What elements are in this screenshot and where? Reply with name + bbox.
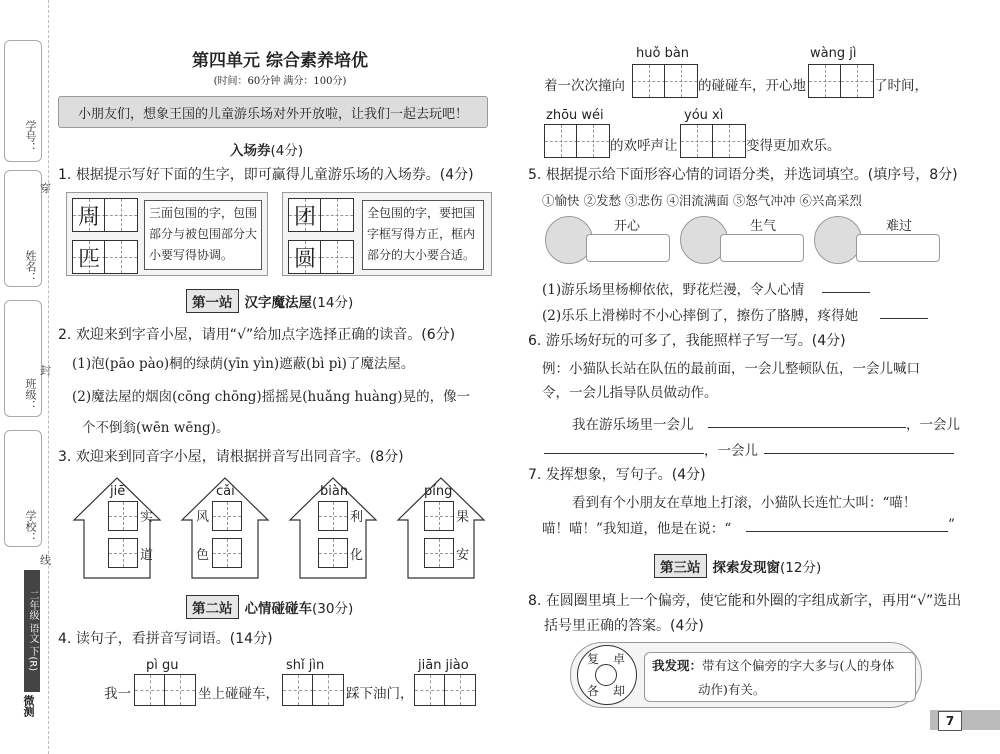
ring-char: 却 bbox=[613, 684, 626, 698]
answer-line[interactable] bbox=[746, 531, 948, 532]
pinyin-hint: yóu xì bbox=[684, 108, 724, 123]
page-title: 第四单元 综合素养培优 bbox=[192, 51, 368, 71]
station-3-heading bbox=[654, 554, 821, 578]
question-1 bbox=[58, 164, 474, 184]
pinyin-hint: huǒ bàn bbox=[636, 46, 690, 61]
q3-text: 欢迎来到同音字小屋，请根据拼音写出同音字。(8分) bbox=[75, 449, 404, 465]
model-char: 匹 bbox=[77, 246, 100, 272]
station-name: 汉字魔法屋 bbox=[244, 295, 312, 311]
q3-number: 3. bbox=[58, 449, 72, 465]
house-pinyin: biàn bbox=[320, 484, 349, 499]
q5-sentence-2: (2)乐乐上滑梯时不小心摔倒了，擦伤了胳膊，疼得她 bbox=[542, 308, 859, 324]
q2-text: 欢迎来到字音小屋，请用“√”给加点字选择正确的读音。(6分) bbox=[75, 327, 456, 343]
station-tag: 第一站 bbox=[186, 289, 239, 313]
answer-box[interactable] bbox=[212, 501, 242, 531]
q5-options: ①愉快 ②发愁 ③悲伤 ④泪流满面 ⑤怒气冲冲 ⑥兴高采烈 bbox=[542, 193, 862, 208]
q8-text-1: 在圆圈里填上一个偏旁，使它能和外圈的字组成新字，再用“√”选出 bbox=[545, 593, 962, 609]
q2-line-3: 个不倒翁(wēn wēng)。 bbox=[82, 420, 230, 436]
q2-line-2: (2)魔法屋的烟囱(cōng chōng)摇摇晃(huǎng huàng)晃的，像一 bbox=[72, 389, 471, 405]
answer-line[interactable] bbox=[544, 453, 704, 454]
write-box[interactable] bbox=[104, 198, 138, 232]
q6-number: 6. bbox=[528, 333, 542, 349]
house-char: 风 bbox=[196, 510, 210, 525]
answer-line[interactable] bbox=[822, 292, 870, 293]
q4-text-part: 着一次次撞向 bbox=[544, 78, 625, 94]
page-number: 7 bbox=[938, 711, 962, 731]
discovery-label: 我发现： bbox=[652, 658, 703, 673]
answer-box[interactable] bbox=[544, 124, 578, 158]
q4-text-part: 的欢呼声让 bbox=[610, 138, 678, 154]
question-4 bbox=[58, 628, 273, 648]
ring-char: 卓 bbox=[613, 652, 626, 666]
answer-box[interactable] bbox=[282, 674, 314, 706]
cut-mark-2: 封 bbox=[40, 364, 51, 377]
q4-number: 4. bbox=[58, 631, 72, 647]
q6-text: 游乐场好玩的可多了，我能照样子写一写。(4分) bbox=[545, 333, 846, 349]
question-6 bbox=[528, 330, 846, 350]
station-name: 心情碰碰车 bbox=[244, 601, 312, 617]
exam-info: (时间：60分钟 满分：100分) bbox=[213, 76, 347, 87]
char-box bbox=[72, 198, 106, 232]
q2-line-1: (1)泡(pāo pào)桐的绿荫(yīn yìn)遮蔽(bì pì)了魔法屋。 bbox=[72, 356, 415, 372]
pinyin-hint: jiān jiào bbox=[418, 658, 469, 673]
q7-line-3: ” bbox=[948, 517, 955, 533]
intro-text: 小朋友们，想象王国的儿童游乐场对外开放啦，让我们一起去玩吧！ bbox=[77, 106, 468, 122]
house-char: 果 bbox=[456, 510, 470, 525]
answer-box[interactable] bbox=[134, 674, 166, 706]
answer-line[interactable] bbox=[764, 453, 954, 454]
cut-mark-3: 线 bbox=[40, 554, 51, 567]
answer-box[interactable] bbox=[680, 124, 714, 158]
cut-mark-1: 穿 bbox=[40, 182, 51, 195]
mood-answer-box[interactable] bbox=[586, 234, 670, 262]
q6-line-1: 我在游乐场里一会儿 bbox=[572, 417, 694, 433]
q8-text-2: 括号里正确的答案。(4分) bbox=[544, 618, 704, 634]
station-score: (14分) bbox=[312, 295, 354, 311]
ring-char: 各 bbox=[587, 684, 600, 698]
house-char: 色 bbox=[196, 548, 210, 563]
model-char: 团 bbox=[293, 204, 316, 230]
sad-girl-icon bbox=[814, 216, 862, 264]
intro-banner bbox=[58, 96, 488, 128]
q4-text-part: 我一 bbox=[104, 686, 131, 702]
answer-line[interactable] bbox=[880, 318, 928, 319]
ticket-heading bbox=[230, 139, 303, 159]
answer-box[interactable] bbox=[632, 64, 666, 98]
grade-badge: 二年级 语文 下(R) bbox=[24, 570, 40, 692]
house-pinyin: jiē bbox=[110, 484, 126, 499]
school-label: 学校： bbox=[24, 510, 37, 543]
write-box[interactable] bbox=[320, 240, 354, 274]
mood-answer-box[interactable] bbox=[856, 234, 940, 262]
question-2 bbox=[58, 324, 455, 344]
house-char: 安 bbox=[456, 548, 470, 563]
answer-box[interactable] bbox=[664, 64, 698, 98]
house-char: 化 bbox=[350, 548, 364, 563]
q4-text-part: 了时间， bbox=[874, 78, 928, 94]
student-id-label: 学号： bbox=[24, 120, 37, 153]
answer-box[interactable] bbox=[312, 674, 344, 706]
answer-box[interactable] bbox=[424, 538, 454, 568]
ticket-score: (4分) bbox=[270, 143, 304, 159]
q2-number: 2. bbox=[58, 327, 72, 343]
discovery-line-2: 动作)有关。 bbox=[698, 682, 766, 697]
ticket-title: 入场券 bbox=[230, 143, 271, 159]
pinyin-hint: pì gu bbox=[146, 658, 179, 673]
house-char: 道 bbox=[140, 548, 154, 563]
answer-box[interactable] bbox=[424, 501, 454, 531]
mood-label: 开心 bbox=[614, 219, 641, 234]
q1-number: 1. bbox=[58, 167, 72, 183]
answer-line[interactable] bbox=[708, 427, 906, 428]
q6-example-2: 令，一会儿指导队员做动作。 bbox=[542, 385, 718, 401]
house-pinyin: píng bbox=[424, 484, 453, 499]
answer-box[interactable] bbox=[108, 538, 138, 568]
q8-number: 8. bbox=[528, 593, 542, 609]
answer-box[interactable] bbox=[712, 124, 746, 158]
answer-box[interactable] bbox=[840, 64, 874, 98]
write-box[interactable] bbox=[320, 198, 354, 232]
station-score: (12分) bbox=[780, 560, 822, 576]
q4-text: 读句子，看拼音写词语。(14分) bbox=[75, 631, 273, 647]
answer-box[interactable] bbox=[164, 674, 196, 706]
discovery-line-1 bbox=[652, 656, 894, 674]
q7-text: 发挥想象，写句子。(4分) bbox=[545, 467, 706, 483]
answer-box[interactable] bbox=[318, 501, 348, 531]
station-1-heading bbox=[186, 289, 353, 313]
q1-text: 根据提示写好下面的生字，即可赢得儿童游乐场的入场券。(4分) bbox=[75, 167, 474, 183]
station-2-heading bbox=[186, 595, 353, 619]
house-char: 利 bbox=[350, 510, 364, 525]
mood-label: 难过 bbox=[886, 219, 913, 234]
question-5 bbox=[528, 164, 958, 184]
pinyin-hint: zhōu wéi bbox=[546, 108, 604, 123]
ring-char: 复 bbox=[587, 652, 600, 666]
margin-line bbox=[48, 0, 49, 754]
model-char: 周 bbox=[77, 204, 100, 230]
writing-tip-b: 全包围的字，要把国字框写得方正，框内部分的大小要合适。 bbox=[362, 200, 484, 270]
q5-number: 5. bbox=[528, 167, 542, 183]
char-box bbox=[72, 240, 106, 274]
answer-box[interactable] bbox=[444, 674, 476, 706]
question-8 bbox=[528, 590, 961, 610]
q7-number: 7. bbox=[528, 467, 542, 483]
char-box bbox=[288, 240, 322, 274]
char-box bbox=[288, 198, 322, 232]
discovery-text-1: 带有这个偏旁的字大多与(人的身体 bbox=[702, 658, 895, 673]
q5-sentence-1: (1)游乐场里杨柳依依，野花烂漫，令人心情 bbox=[542, 282, 805, 298]
question-7 bbox=[528, 464, 706, 484]
q5-text: 根据提示给下面形容心情的词语分类，并选词填空。(填序号，8分) bbox=[545, 167, 958, 183]
q4-text-part: 坐上碰碰车， bbox=[198, 686, 279, 702]
house-char: 实 bbox=[140, 510, 154, 525]
q6-line-3: ，一会儿 bbox=[704, 443, 758, 459]
answer-box[interactable] bbox=[576, 124, 610, 158]
answer-box[interactable] bbox=[808, 64, 842, 98]
q6-line-2: ，一会儿 bbox=[906, 417, 960, 433]
house-pinyin: cǎi bbox=[216, 484, 235, 499]
question-3 bbox=[58, 446, 404, 466]
write-box[interactable] bbox=[104, 240, 138, 274]
name-label: 姓名： bbox=[24, 250, 37, 283]
mood-label: 生气 bbox=[750, 219, 777, 234]
writing-tip-a: 三面包围的字，包围部分与被包围部分大小要写得协调。 bbox=[144, 200, 262, 270]
station-tag: 第二站 bbox=[186, 595, 239, 619]
q4-text-part: 的碰碰车，开心地 bbox=[698, 78, 806, 94]
q7-line-1: 看到有个小朋友在草地上打滚，小猫队长连忙大叫：“喵！ bbox=[572, 495, 917, 511]
station-score: (30分) bbox=[312, 601, 354, 617]
q4-text-part: 踩下油门， bbox=[346, 686, 414, 702]
class-label: 班级： bbox=[24, 378, 37, 411]
answer-box[interactable] bbox=[414, 674, 446, 706]
mood-answer-box[interactable] bbox=[720, 234, 804, 262]
q7-line-2: 喵！喵！”我知道，他是在说：“ bbox=[542, 521, 732, 537]
brand-logo: 微测 bbox=[22, 695, 35, 717]
q6-example-1: 例：小猫队长站在队伍的最前面，一会儿整顿队伍，一会儿喊口 bbox=[542, 361, 920, 377]
q4-text-part: 变得更加欢乐。 bbox=[746, 138, 841, 154]
station-tag: 第三站 bbox=[654, 554, 707, 578]
answer-box[interactable] bbox=[212, 538, 242, 568]
pinyin-hint: shǐ jìn bbox=[286, 658, 325, 673]
pinyin-hint: wàng jì bbox=[810, 46, 857, 61]
answer-box[interactable] bbox=[108, 501, 138, 531]
model-char: 圆 bbox=[293, 246, 316, 272]
answer-box[interactable] bbox=[318, 538, 348, 568]
station-name: 探索发现窗 bbox=[712, 560, 780, 576]
